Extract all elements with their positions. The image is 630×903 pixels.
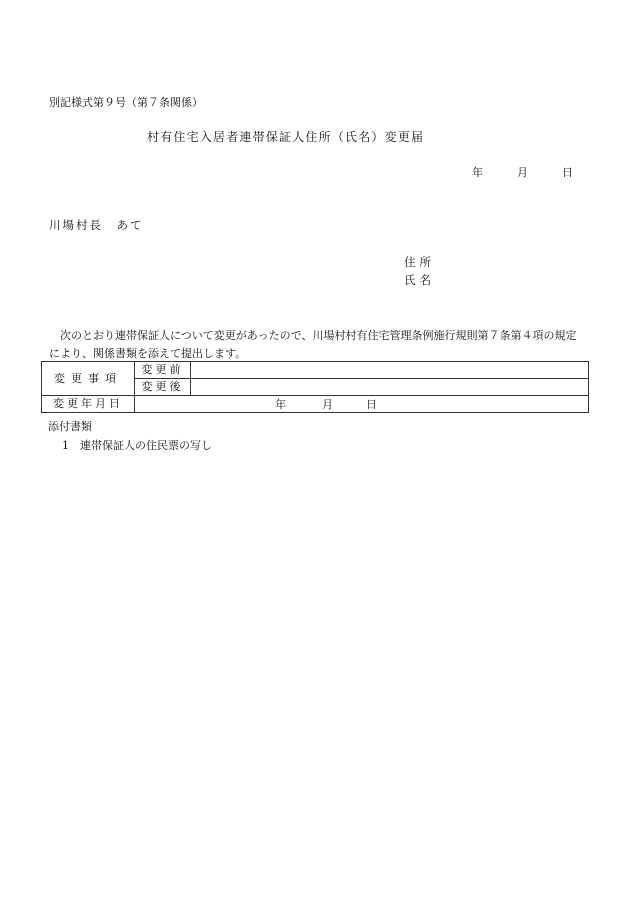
- table-row: [42, 396, 589, 413]
- change-month-label: 月: [322, 398, 333, 411]
- body-text: [49, 327, 585, 363]
- address-label: 住所: [404, 255, 435, 269]
- attachments-title: 添付書類: [48, 420, 92, 433]
- change-day-label: 日: [366, 398, 377, 411]
- after-label: 変更後: [135, 379, 191, 396]
- change-table: [41, 361, 589, 413]
- attachment-item: 1 連帯保証人の住民票の写し: [62, 439, 212, 452]
- form-id: 別記様式第９号（第７条関係）: [49, 96, 203, 109]
- before-value[interactable]: [191, 362, 589, 379]
- before-label: 変更前: [135, 362, 191, 379]
- addressee: 川場村長 あて: [49, 218, 144, 232]
- change-date-label: 変更年月日: [42, 396, 135, 413]
- body-paragraph: 次のとおり連帯保証人について変更があったので、川場村村有住宅管理条例施行規則第７条第４項の規定により、関係書類を添えて提出します。: [49, 329, 577, 360]
- after-value[interactable]: [191, 379, 589, 396]
- name-label: 氏名: [404, 273, 435, 287]
- change-date-value[interactable]: [135, 396, 589, 413]
- table-row: [42, 362, 589, 379]
- change-year-label: 年: [275, 398, 286, 411]
- date-year-label: 年: [472, 166, 483, 179]
- date-month-label: 月: [517, 166, 528, 179]
- change-item-label: 変更事項: [42, 362, 135, 396]
- date-day-label: 日: [562, 166, 573, 179]
- document-title: 村有住宅入居者連帯保証人住所（氏名）変更届: [147, 130, 425, 144]
